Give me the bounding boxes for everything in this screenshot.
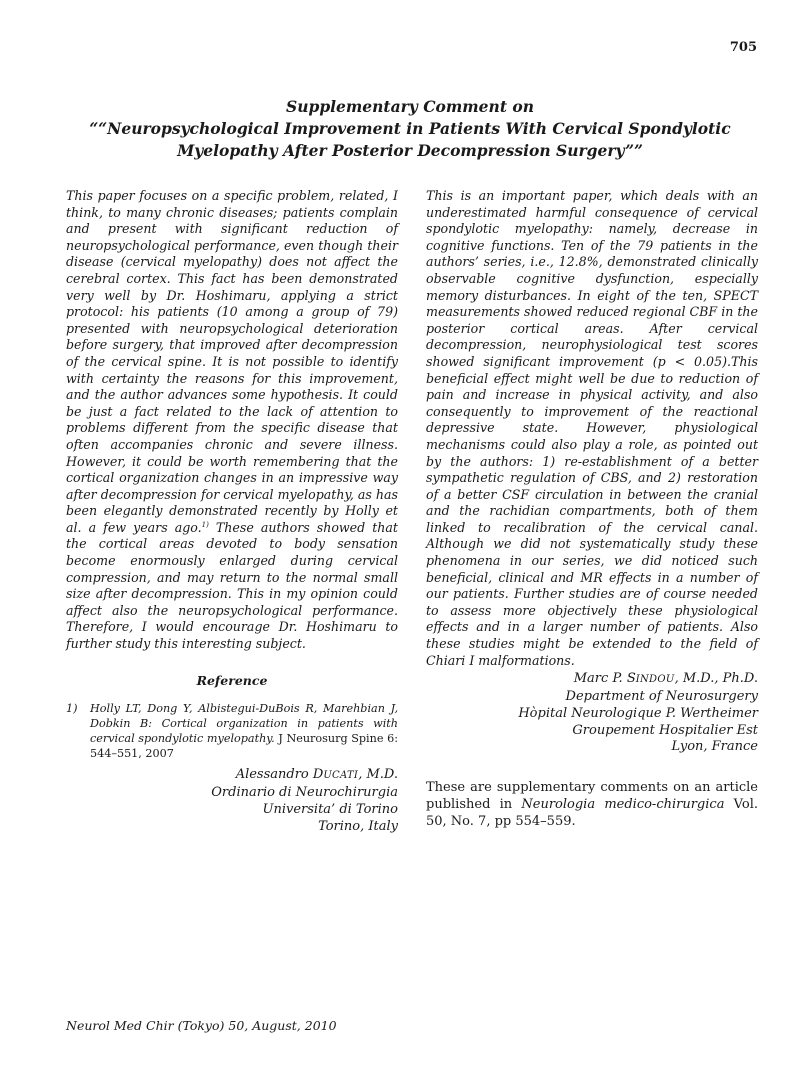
reference-heading: Reference [196,672,268,688]
left-body-part-2: These authors showed that the cortical areas devoted to body sensation become enormously enlarged during cervical compression, and may return to the normal small size after decompression. This in my opinion could affect also the neuropsychological performance. Therefore, I would encourage Dr. Hoshimaru to further study this interesting subject. [66,519,398,652]
left-body-part-1: This paper focuses on a specific problem, related, I think, to many chronic diseases; patients complain and present with significant reduction of neuropsychological performance, even though their disease (cervical myelopathy) does not affect the cerebral cortex. This fact has been demonstrated very well by Dr. Hoshimaru, applying a strict protocol: his patients (10 among a group of 79) presented with neuropsychological deterioration before surgery, that improved after decompression of the cervical spine. It is not possible to identify with certainty the reasons for this improvement, and the author advances some hypothesis. It could be just a fact related to the lack of attention to problems different from the specific disease that often accompanies chronic and severe illness. However, it could be worth remembering that the cortical organization changes in an impressive way after decompression for cervical myelopathy, as has been elegantly demonstrated recently by Holly et al. a few years ago. [66,188,398,535]
supplementary-note: These are supplementary comments on an article published in Neurologia medico-chirurgica Vol. 50, No. 7, pp 554–559. [426,780,758,829]
journal-footer: Neurol Med Chir (Tokyo) 50, August, 2010 [66,1018,337,1033]
reference-pages: 544–551, 2007 [90,747,174,761]
left-author-name: Alessandro DUCATI, M.D. [235,767,398,783]
citation-superscript: 1) [201,520,209,529]
reference-journal: J Neurosurg Spine 6: [278,732,398,746]
left-column [66,188,398,835]
reference-item [66,701,398,761]
left-comment-body [66,188,398,653]
article-title [60,96,760,162]
reference-number: 1) [66,702,78,716]
left-signature [66,767,398,835]
title-line-1: Supplementary Comment on [286,97,534,116]
left-author-university: Universita’ di Torino [262,801,398,817]
right-author-hospital: Hòpital Neurologique P. Wertheimer [518,705,758,721]
right-author-group: Groupement Hospitalier Est [572,722,758,738]
reference-text [90,701,398,761]
right-author-location: Lyon, France [671,739,758,755]
right-signature [426,671,758,756]
title-line-2: ““Neuropsychological Improvement in Patients With Cervical Spondylotic [89,119,731,138]
right-column [426,188,758,831]
page-number: 705 [729,40,757,55]
reference-citation: Holly LT, Dong Y, Albistegui-DuBois R, Marehbian J, Dobkin B: Cortical organization in patients with cervical spondylotic myelopathy. [90,702,398,746]
left-author-location: Torino, Italy [318,818,398,834]
left-author-position: Ordinario di Neurochirurgia [211,785,398,801]
right-author-department: Department of Neurosurgery [565,689,758,705]
title-line-3: Myelopathy After Posterior Decompression Surgery”” [177,141,643,160]
note-journal-name: Neurologia medico-chirurgica [521,797,725,812]
right-author-name: Marc P. SINDOU, M.D., Ph.D. [573,671,758,687]
right-comment-body: This is an important paper, which deals with an underestimated harmful consequence of cervical spondylotic myelopathy: namely, decrease in cognitive functions. Ten of the 79 patients in the authors’ series, i.e., 12.8%, demonstrated clinically observable cognitive dysfunction, especially memory disturbances. In eight of the ten, SPECT measurements showed reduced regional CBF in the posterior cortical areas. After cervical decompression, neurophysiological test scores showed significant improvement (p < 0.05).This beneficial effect might well be due to reduction of pain and increase in physical activity, and also consequently to improvement of the reactional depressive state. However, physiological mechanisms could also play a role, as pointed out by the authors: 1) re-establishment of a better sympathetic regulation of CBS, and 2) restoration of a better CSF circulation in between the cranial and the rachidian compartments, both of them linked to recalibration of the cervical canal. Although we did not systematically study these phenomena in our series, we did noticed such beneficial, clinical and MR effects in a number of our patients. Further studies are of course needed to assess more objectively these physiological effects and in a larger number of patients. Also these studies might be extended to the field of Chiari I malformations. [426,188,758,668]
